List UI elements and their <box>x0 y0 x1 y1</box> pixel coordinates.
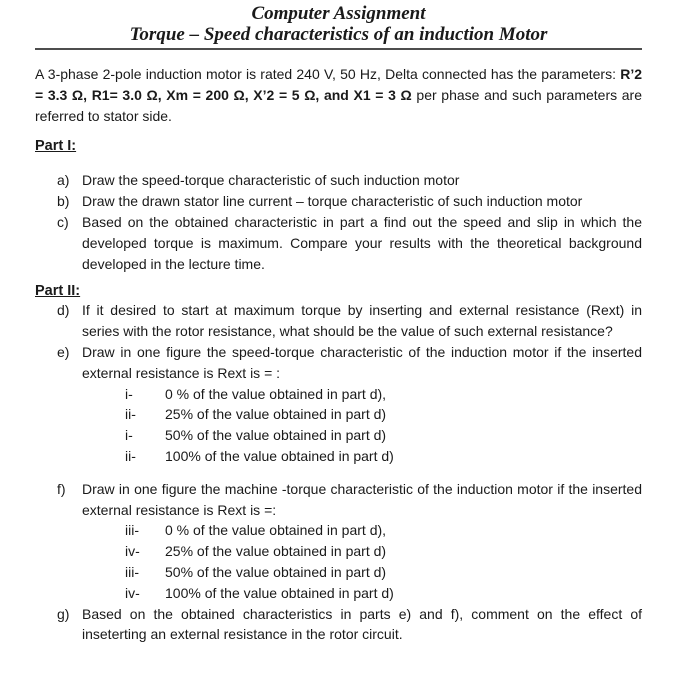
part2-heading: Part II: <box>35 283 81 300</box>
part1-list <box>35 170 642 274</box>
document-title: Computer Assignment <box>251 3 426 24</box>
subitem-f-4-text: 100% of the value obtained in part d) <box>165 584 394 601</box>
subitem-e-3 <box>35 425 642 446</box>
subitem-e-3-text: 50% of the value obtained in part d) <box>165 427 387 444</box>
subitem-f-1-text: 0 % of the value obtained in part d), <box>165 522 387 539</box>
subitem-f-2 <box>35 541 642 562</box>
subitem-f-1 <box>35 520 642 541</box>
item-a-marker: a) <box>57 172 70 189</box>
list-item-a <box>35 170 642 191</box>
item-a-text: Draw the speed-torque characteristic of such induction motor <box>82 172 460 189</box>
subitem-e-2-numeral: ii- <box>125 406 136 423</box>
subitem-e-4-text: 100% of the value obtained in part d) <box>165 447 394 464</box>
list-item-d <box>35 300 642 342</box>
item-c-text: Based on the obtained characteristic in part a find out the speed and slip in which the developed torque is maximum. Compare your results with the theoretical background developed in the lecture time. <box>82 213 642 272</box>
item-c-marker: c) <box>57 213 69 230</box>
list-item-g <box>35 604 642 646</box>
item-d-marker: d) <box>57 302 70 319</box>
subitem-e-4 <box>35 446 642 467</box>
subitem-f-4 <box>35 583 642 604</box>
subitem-e-1 <box>35 384 642 405</box>
subitem-f-1-numeral: iii- <box>125 522 139 539</box>
list-item-f <box>35 479 642 521</box>
subitem-e-4-numeral: ii- <box>125 447 136 464</box>
subitem-f-3-text: 50% of the value obtained in part d) <box>165 563 387 580</box>
subitem-f-3 <box>35 562 642 583</box>
list-item-b <box>35 191 642 212</box>
title-underline-rule <box>35 48 642 50</box>
part2-list <box>35 300 642 645</box>
item-e-sublist <box>35 384 642 467</box>
item-f-marker: f) <box>57 480 66 497</box>
item-e-text: Draw in one figure the speed-torque characteristic of the induction motor if the inserted external resistance is Rext is = : <box>82 343 642 381</box>
document-subtitle: Torque – Speed characteristics of an induction Motor <box>129 24 548 45</box>
subitem-e-2-text: 25% of the value obtained in part d) <box>165 406 387 423</box>
item-d-text: If it desired to start at maximum torque by inserting and external resistance (Rext) in series with the rotor resistance, what should be the value of such external resistance? <box>82 302 642 340</box>
subitem-f-2-numeral: iv- <box>125 543 140 560</box>
intro-text-before: A 3-phase 2-pole induction motor is rated 240 V, 50 Hz, Delta connected has the parameters: <box>35 66 621 82</box>
list-item-e <box>35 342 642 384</box>
subitem-f-3-numeral: iii- <box>125 563 139 580</box>
intro-paragraph <box>35 64 642 126</box>
subitem-e-1-numeral: i- <box>125 385 133 402</box>
item-f-sublist <box>35 520 642 603</box>
document-header <box>35 3 642 45</box>
list-item-c <box>35 212 642 274</box>
item-g-marker: g) <box>57 605 70 622</box>
subitem-f-2-text: 25% of the value obtained in part d) <box>165 543 387 560</box>
subitem-e-1-text: 0 % of the value obtained in part d), <box>165 385 387 402</box>
item-f-text: Draw in one figure the machine -torque characteristic of the induction motor if the inserted external resistance is Rext is =: <box>82 480 642 518</box>
item-b-text: Draw the drawn stator line current – torque characteristic of such induction motor <box>82 193 583 210</box>
subitem-f-4-numeral: iv- <box>125 584 140 601</box>
item-e-marker: e) <box>57 343 70 360</box>
subitem-e-2 <box>35 404 642 425</box>
item-g-text: Based on the obtained characteristics in parts e) and f), comment on the effect of inseterting an external resistance in the rotor circuit. <box>82 605 642 643</box>
subitem-e-3-numeral: i- <box>125 427 133 444</box>
part1-heading: Part I: <box>35 138 77 155</box>
intro-text-after: per phase and such parameters are referred to stator side. <box>35 86 642 124</box>
item-b-marker: b) <box>57 193 70 210</box>
intro-motor-parameters: R’2 = 3.3 Ω, R1= 3.0 Ω, Xm = 200 Ω, X’2 = 5 Ω, and X1 = 3 Ω <box>35 66 642 103</box>
